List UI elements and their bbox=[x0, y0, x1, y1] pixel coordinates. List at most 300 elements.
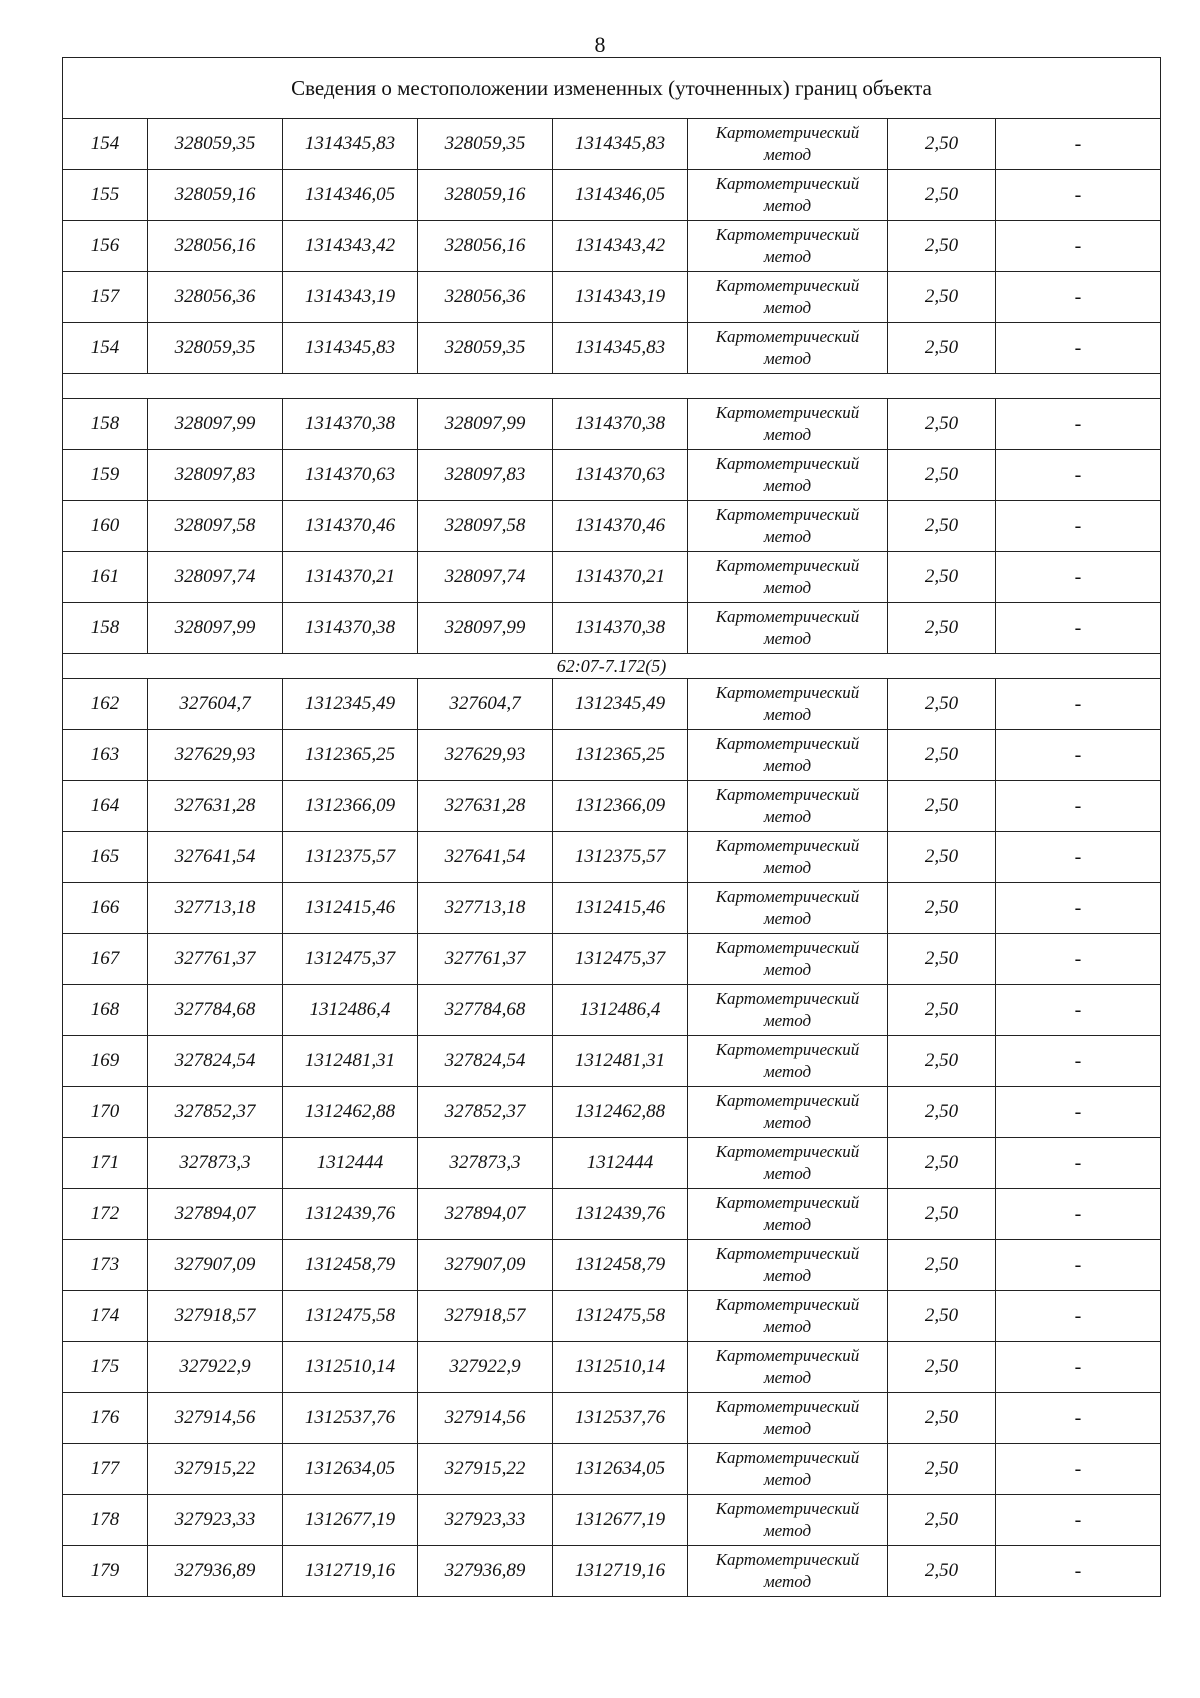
note: - bbox=[996, 1342, 1161, 1393]
table-row bbox=[63, 119, 1161, 170]
note: - bbox=[996, 1087, 1161, 1138]
refined-x: 327923,33 bbox=[418, 1495, 553, 1546]
separator-cell bbox=[63, 374, 1161, 399]
accuracy: 2,50 bbox=[888, 170, 996, 221]
existing-x: 327914,56 bbox=[148, 1393, 283, 1444]
table-row bbox=[63, 1342, 1161, 1393]
refined-y: 1314346,05 bbox=[553, 170, 688, 221]
refined-y: 1314370,63 bbox=[553, 450, 688, 501]
point-number: 154 bbox=[63, 119, 148, 170]
method-cell bbox=[688, 679, 888, 730]
existing-y: 1312481,31 bbox=[283, 1036, 418, 1087]
method-line-2: метод bbox=[763, 807, 812, 826]
refined-x: 328056,36 bbox=[418, 272, 553, 323]
method-line-1: Картометрический bbox=[715, 1448, 860, 1467]
point-number: 159 bbox=[63, 450, 148, 501]
accuracy: 2,50 bbox=[888, 1291, 996, 1342]
method-cell bbox=[688, 1087, 888, 1138]
accuracy: 2,50 bbox=[888, 1393, 996, 1444]
refined-x: 327629,93 bbox=[418, 730, 553, 781]
existing-x: 327915,22 bbox=[148, 1444, 283, 1495]
refined-x: 327852,37 bbox=[418, 1087, 553, 1138]
existing-y: 1314370,46 bbox=[283, 501, 418, 552]
method-cell bbox=[688, 603, 888, 654]
note: - bbox=[996, 119, 1161, 170]
existing-y: 1312486,4 bbox=[283, 985, 418, 1036]
method-line-2: метод bbox=[763, 527, 812, 546]
method-line-1: Картометрический bbox=[715, 1397, 860, 1416]
method-cell bbox=[688, 1495, 888, 1546]
method-line-2: метод bbox=[763, 1572, 812, 1591]
point-number: 171 bbox=[63, 1138, 148, 1189]
method-cell bbox=[688, 781, 888, 832]
existing-y: 1312537,76 bbox=[283, 1393, 418, 1444]
refined-y: 1312462,88 bbox=[553, 1087, 688, 1138]
table-row bbox=[63, 1444, 1161, 1495]
existing-x: 327784,68 bbox=[148, 985, 283, 1036]
note: - bbox=[996, 1138, 1161, 1189]
refined-y: 1314345,83 bbox=[553, 323, 688, 374]
refined-y: 1312365,25 bbox=[553, 730, 688, 781]
existing-x: 328056,16 bbox=[148, 221, 283, 272]
accuracy: 2,50 bbox=[888, 679, 996, 730]
method-cell bbox=[688, 1546, 888, 1597]
note: - bbox=[996, 934, 1161, 985]
accuracy: 2,50 bbox=[888, 272, 996, 323]
existing-y: 1312439,76 bbox=[283, 1189, 418, 1240]
method-line-2: метод bbox=[763, 909, 812, 928]
refined-y: 1314370,38 bbox=[553, 399, 688, 450]
method-line-2: метод bbox=[763, 298, 812, 317]
refined-x: 327604,7 bbox=[418, 679, 553, 730]
refined-x: 328097,83 bbox=[418, 450, 553, 501]
table-row bbox=[63, 1546, 1161, 1597]
existing-x: 327761,37 bbox=[148, 934, 283, 985]
method-cell bbox=[688, 272, 888, 323]
method-line-2: метод bbox=[763, 629, 812, 648]
refined-y: 1314345,83 bbox=[553, 119, 688, 170]
method-cell bbox=[688, 1342, 888, 1393]
refined-x: 327915,22 bbox=[418, 1444, 553, 1495]
existing-x: 328059,16 bbox=[148, 170, 283, 221]
method-line-1: Картометрический bbox=[715, 123, 860, 142]
table-row bbox=[63, 603, 1161, 654]
table-row bbox=[63, 221, 1161, 272]
refined-y: 1312439,76 bbox=[553, 1189, 688, 1240]
refined-x: 328097,58 bbox=[418, 501, 553, 552]
existing-y: 1312365,25 bbox=[283, 730, 418, 781]
refined-x: 327784,68 bbox=[418, 985, 553, 1036]
method-line-2: метод bbox=[763, 578, 812, 597]
note: - bbox=[996, 1444, 1161, 1495]
accuracy: 2,50 bbox=[888, 781, 996, 832]
accuracy: 2,50 bbox=[888, 1087, 996, 1138]
existing-x: 327936,89 bbox=[148, 1546, 283, 1597]
point-number: 174 bbox=[63, 1291, 148, 1342]
note: - bbox=[996, 170, 1161, 221]
method-line-1: Картометрический bbox=[715, 1244, 860, 1263]
note: - bbox=[996, 883, 1161, 934]
accuracy: 2,50 bbox=[888, 323, 996, 374]
note: - bbox=[996, 1495, 1161, 1546]
method-line-2: метод bbox=[763, 1317, 812, 1336]
accuracy: 2,50 bbox=[888, 1189, 996, 1240]
existing-y: 1312415,46 bbox=[283, 883, 418, 934]
method-line-1: Картометрический bbox=[715, 1040, 860, 1059]
point-number: 155 bbox=[63, 170, 148, 221]
method-line-2: метод bbox=[763, 476, 812, 495]
note: - bbox=[996, 1189, 1161, 1240]
existing-x: 327873,3 bbox=[148, 1138, 283, 1189]
table-row bbox=[63, 985, 1161, 1036]
note: - bbox=[996, 832, 1161, 883]
refined-y: 1312481,31 bbox=[553, 1036, 688, 1087]
method-cell bbox=[688, 985, 888, 1036]
point-number: 164 bbox=[63, 781, 148, 832]
table-row bbox=[63, 832, 1161, 883]
existing-y: 1312462,88 bbox=[283, 1087, 418, 1138]
table-row bbox=[63, 1087, 1161, 1138]
method-line-1: Картометрический bbox=[715, 1295, 860, 1314]
method-cell bbox=[688, 399, 888, 450]
refined-y: 1312634,05 bbox=[553, 1444, 688, 1495]
accuracy: 2,50 bbox=[888, 119, 996, 170]
existing-y: 1314343,42 bbox=[283, 221, 418, 272]
method-cell bbox=[688, 450, 888, 501]
point-number: 167 bbox=[63, 934, 148, 985]
note: - bbox=[996, 730, 1161, 781]
method-cell bbox=[688, 1393, 888, 1444]
table-row bbox=[63, 1036, 1161, 1087]
method-line-1: Картометрический bbox=[715, 505, 860, 524]
method-line-2: метод bbox=[763, 425, 812, 444]
table-row bbox=[63, 883, 1161, 934]
method-line-1: Картометрический bbox=[715, 403, 860, 422]
method-line-1: Картометрический bbox=[715, 1193, 860, 1212]
point-number: 158 bbox=[63, 399, 148, 450]
method-line-1: Картометрический bbox=[715, 785, 860, 804]
existing-y: 1312375,57 bbox=[283, 832, 418, 883]
note: - bbox=[996, 1546, 1161, 1597]
existing-y: 1314370,38 bbox=[283, 603, 418, 654]
method-cell bbox=[688, 1444, 888, 1495]
refined-y: 1312458,79 bbox=[553, 1240, 688, 1291]
note: - bbox=[996, 679, 1161, 730]
accuracy: 2,50 bbox=[888, 221, 996, 272]
accuracy: 2,50 bbox=[888, 883, 996, 934]
method-line-1: Картометрический bbox=[715, 734, 860, 753]
method-line-1: Картометрический bbox=[715, 454, 860, 473]
existing-y: 1314345,83 bbox=[283, 119, 418, 170]
point-number: 165 bbox=[63, 832, 148, 883]
point-number: 172 bbox=[63, 1189, 148, 1240]
point-number: 178 bbox=[63, 1495, 148, 1546]
point-number: 168 bbox=[63, 985, 148, 1036]
refined-x: 327641,54 bbox=[418, 832, 553, 883]
point-number: 154 bbox=[63, 323, 148, 374]
accuracy: 2,50 bbox=[888, 1444, 996, 1495]
existing-x: 328097,83 bbox=[148, 450, 283, 501]
existing-y: 1314343,19 bbox=[283, 272, 418, 323]
method-line-1: Картометрический bbox=[715, 1091, 860, 1110]
refined-x: 327922,9 bbox=[418, 1342, 553, 1393]
table-title-row bbox=[63, 58, 1161, 119]
table-title: Сведения о местоположении измененных (уточненных) границ объекта bbox=[63, 58, 1161, 119]
section-heading-row bbox=[63, 654, 1161, 679]
note: - bbox=[996, 1393, 1161, 1444]
point-number: 158 bbox=[63, 603, 148, 654]
accuracy: 2,50 bbox=[888, 1342, 996, 1393]
existing-x: 328059,35 bbox=[148, 119, 283, 170]
point-number: 175 bbox=[63, 1342, 148, 1393]
note: - bbox=[996, 450, 1161, 501]
method-line-2: метод bbox=[763, 1215, 812, 1234]
existing-x: 327631,28 bbox=[148, 781, 283, 832]
point-number: 156 bbox=[63, 221, 148, 272]
refined-y: 1312475,37 bbox=[553, 934, 688, 985]
refined-x: 327918,57 bbox=[418, 1291, 553, 1342]
existing-y: 1312510,14 bbox=[283, 1342, 418, 1393]
existing-x: 327641,54 bbox=[148, 832, 283, 883]
method-cell bbox=[688, 323, 888, 374]
point-number: 166 bbox=[63, 883, 148, 934]
point-number: 169 bbox=[63, 1036, 148, 1087]
accuracy: 2,50 bbox=[888, 603, 996, 654]
refined-x: 327873,3 bbox=[418, 1138, 553, 1189]
existing-y: 1314370,38 bbox=[283, 399, 418, 450]
point-number: 170 bbox=[63, 1087, 148, 1138]
accuracy: 2,50 bbox=[888, 399, 996, 450]
table-row bbox=[63, 170, 1161, 221]
accuracy: 2,50 bbox=[888, 934, 996, 985]
table-row bbox=[63, 1138, 1161, 1189]
accuracy: 2,50 bbox=[888, 832, 996, 883]
table-row bbox=[63, 1291, 1161, 1342]
table-row bbox=[63, 501, 1161, 552]
table-row bbox=[63, 934, 1161, 985]
method-line-2: метод bbox=[763, 349, 812, 368]
existing-x: 327922,9 bbox=[148, 1342, 283, 1393]
table-row bbox=[63, 1393, 1161, 1444]
table-row bbox=[63, 552, 1161, 603]
point-number: 176 bbox=[63, 1393, 148, 1444]
note: - bbox=[996, 323, 1161, 374]
note: - bbox=[996, 1036, 1161, 1087]
refined-y: 1312537,76 bbox=[553, 1393, 688, 1444]
point-number: 163 bbox=[63, 730, 148, 781]
method-line-1: Картометрический bbox=[715, 607, 860, 626]
existing-y: 1312366,09 bbox=[283, 781, 418, 832]
method-line-2: метод bbox=[763, 196, 812, 215]
table-row bbox=[63, 1240, 1161, 1291]
refined-y: 1314343,19 bbox=[553, 272, 688, 323]
method-line-2: метод bbox=[763, 1164, 812, 1183]
refined-x: 327936,89 bbox=[418, 1546, 553, 1597]
method-line-1: Картометрический bbox=[715, 836, 860, 855]
existing-y: 1312677,19 bbox=[283, 1495, 418, 1546]
existing-y: 1314345,83 bbox=[283, 323, 418, 374]
refined-x: 327907,09 bbox=[418, 1240, 553, 1291]
method-cell bbox=[688, 501, 888, 552]
table-row bbox=[63, 730, 1161, 781]
existing-x: 327894,07 bbox=[148, 1189, 283, 1240]
method-cell bbox=[688, 883, 888, 934]
table-row bbox=[63, 781, 1161, 832]
refined-y: 1312345,49 bbox=[553, 679, 688, 730]
method-line-2: метод bbox=[763, 1062, 812, 1081]
method-cell bbox=[688, 1036, 888, 1087]
note: - bbox=[996, 603, 1161, 654]
accuracy: 2,50 bbox=[888, 1036, 996, 1087]
method-line-2: метод bbox=[763, 145, 812, 164]
method-cell bbox=[688, 1240, 888, 1291]
refined-y: 1312415,46 bbox=[553, 883, 688, 934]
table-row bbox=[63, 323, 1161, 374]
method-cell bbox=[688, 730, 888, 781]
existing-x: 327713,18 bbox=[148, 883, 283, 934]
coordinates-table bbox=[62, 57, 1161, 1597]
refined-y: 1312366,09 bbox=[553, 781, 688, 832]
table-row bbox=[63, 272, 1161, 323]
refined-x: 328059,35 bbox=[418, 119, 553, 170]
method-line-2: метод bbox=[763, 960, 812, 979]
method-line-1: Картометрический bbox=[715, 1550, 860, 1569]
table-row bbox=[63, 679, 1161, 730]
method-line-2: метод bbox=[763, 1266, 812, 1285]
existing-x: 328097,99 bbox=[148, 399, 283, 450]
method-line-1: Картометрический bbox=[715, 327, 860, 346]
refined-x: 327894,07 bbox=[418, 1189, 553, 1240]
existing-x: 327629,93 bbox=[148, 730, 283, 781]
note: - bbox=[996, 985, 1161, 1036]
refined-x: 328097,99 bbox=[418, 603, 553, 654]
refined-x: 327914,56 bbox=[418, 1393, 553, 1444]
existing-y: 1314346,05 bbox=[283, 170, 418, 221]
page-number: 8 bbox=[594, 32, 606, 57]
note: - bbox=[996, 1240, 1161, 1291]
refined-y: 1312719,16 bbox=[553, 1546, 688, 1597]
section-heading: 62:07-7.172(5) bbox=[63, 654, 1161, 679]
note: - bbox=[996, 781, 1161, 832]
method-line-2: метод bbox=[763, 247, 812, 266]
method-line-1: Картометрический bbox=[715, 556, 860, 575]
method-line-2: метод bbox=[763, 1011, 812, 1030]
note: - bbox=[996, 221, 1161, 272]
existing-y: 1312634,05 bbox=[283, 1444, 418, 1495]
existing-x: 327923,33 bbox=[148, 1495, 283, 1546]
accuracy: 2,50 bbox=[888, 552, 996, 603]
existing-y: 1312345,49 bbox=[283, 679, 418, 730]
existing-y: 1312444 bbox=[283, 1138, 418, 1189]
existing-x: 328097,58 bbox=[148, 501, 283, 552]
note: - bbox=[996, 501, 1161, 552]
accuracy: 2,50 bbox=[888, 730, 996, 781]
method-line-1: Картометрический bbox=[715, 174, 860, 193]
accuracy: 2,50 bbox=[888, 1138, 996, 1189]
method-line-2: метод bbox=[763, 858, 812, 877]
refined-x: 327824,54 bbox=[418, 1036, 553, 1087]
table-row bbox=[63, 450, 1161, 501]
method-cell bbox=[688, 170, 888, 221]
note: - bbox=[996, 399, 1161, 450]
existing-y: 1312475,58 bbox=[283, 1291, 418, 1342]
method-line-1: Картометрический bbox=[715, 225, 860, 244]
point-number: 162 bbox=[63, 679, 148, 730]
point-number: 157 bbox=[63, 272, 148, 323]
refined-x: 328059,16 bbox=[418, 170, 553, 221]
note: - bbox=[996, 1291, 1161, 1342]
separator-row bbox=[63, 374, 1161, 399]
table-row bbox=[63, 1189, 1161, 1240]
existing-x: 328097,99 bbox=[148, 603, 283, 654]
accuracy: 2,50 bbox=[888, 1240, 996, 1291]
accuracy: 2,50 bbox=[888, 450, 996, 501]
existing-y: 1314370,63 bbox=[283, 450, 418, 501]
accuracy: 2,50 bbox=[888, 1546, 996, 1597]
refined-y: 1314370,46 bbox=[553, 501, 688, 552]
method-line-1: Картометрический bbox=[715, 276, 860, 295]
refined-x: 328097,99 bbox=[418, 399, 553, 450]
refined-x: 327631,28 bbox=[418, 781, 553, 832]
refined-x: 327713,18 bbox=[418, 883, 553, 934]
method-line-1: Картометрический bbox=[715, 1346, 860, 1365]
existing-x: 328056,36 bbox=[148, 272, 283, 323]
existing-x: 328059,35 bbox=[148, 323, 283, 374]
point-number: 177 bbox=[63, 1444, 148, 1495]
refined-y: 1314343,42 bbox=[553, 221, 688, 272]
refined-y: 1312475,58 bbox=[553, 1291, 688, 1342]
method-line-2: метод bbox=[763, 705, 812, 724]
method-line-1: Картометрический bbox=[715, 989, 860, 1008]
method-cell bbox=[688, 552, 888, 603]
method-cell bbox=[688, 1189, 888, 1240]
method-line-2: метод bbox=[763, 1470, 812, 1489]
refined-y: 1312375,57 bbox=[553, 832, 688, 883]
existing-x: 327907,09 bbox=[148, 1240, 283, 1291]
method-line-2: метод bbox=[763, 1419, 812, 1438]
method-line-1: Картометрический bbox=[715, 683, 860, 702]
point-number: 161 bbox=[63, 552, 148, 603]
method-line-1: Картометрический bbox=[715, 938, 860, 957]
refined-y: 1312510,14 bbox=[553, 1342, 688, 1393]
existing-y: 1314370,21 bbox=[283, 552, 418, 603]
existing-x: 328097,74 bbox=[148, 552, 283, 603]
method-cell bbox=[688, 119, 888, 170]
refined-x: 327761,37 bbox=[418, 934, 553, 985]
refined-y: 1314370,21 bbox=[553, 552, 688, 603]
method-line-2: метод bbox=[763, 1368, 812, 1387]
refined-x: 328056,16 bbox=[418, 221, 553, 272]
point-number: 160 bbox=[63, 501, 148, 552]
refined-x: 328059,35 bbox=[418, 323, 553, 374]
refined-y: 1312444 bbox=[553, 1138, 688, 1189]
point-number: 179 bbox=[63, 1546, 148, 1597]
accuracy: 2,50 bbox=[888, 501, 996, 552]
accuracy: 2,50 bbox=[888, 985, 996, 1036]
existing-y: 1312458,79 bbox=[283, 1240, 418, 1291]
method-line-1: Картометрический bbox=[715, 887, 860, 906]
existing-x: 327604,7 bbox=[148, 679, 283, 730]
table-row bbox=[63, 1495, 1161, 1546]
method-line-1: Картометрический bbox=[715, 1142, 860, 1161]
existing-y: 1312475,37 bbox=[283, 934, 418, 985]
method-line-2: метод bbox=[763, 1521, 812, 1540]
note: - bbox=[996, 272, 1161, 323]
method-line-2: метод bbox=[763, 756, 812, 775]
refined-y: 1312486,4 bbox=[553, 985, 688, 1036]
method-cell bbox=[688, 934, 888, 985]
existing-x: 327824,54 bbox=[148, 1036, 283, 1087]
